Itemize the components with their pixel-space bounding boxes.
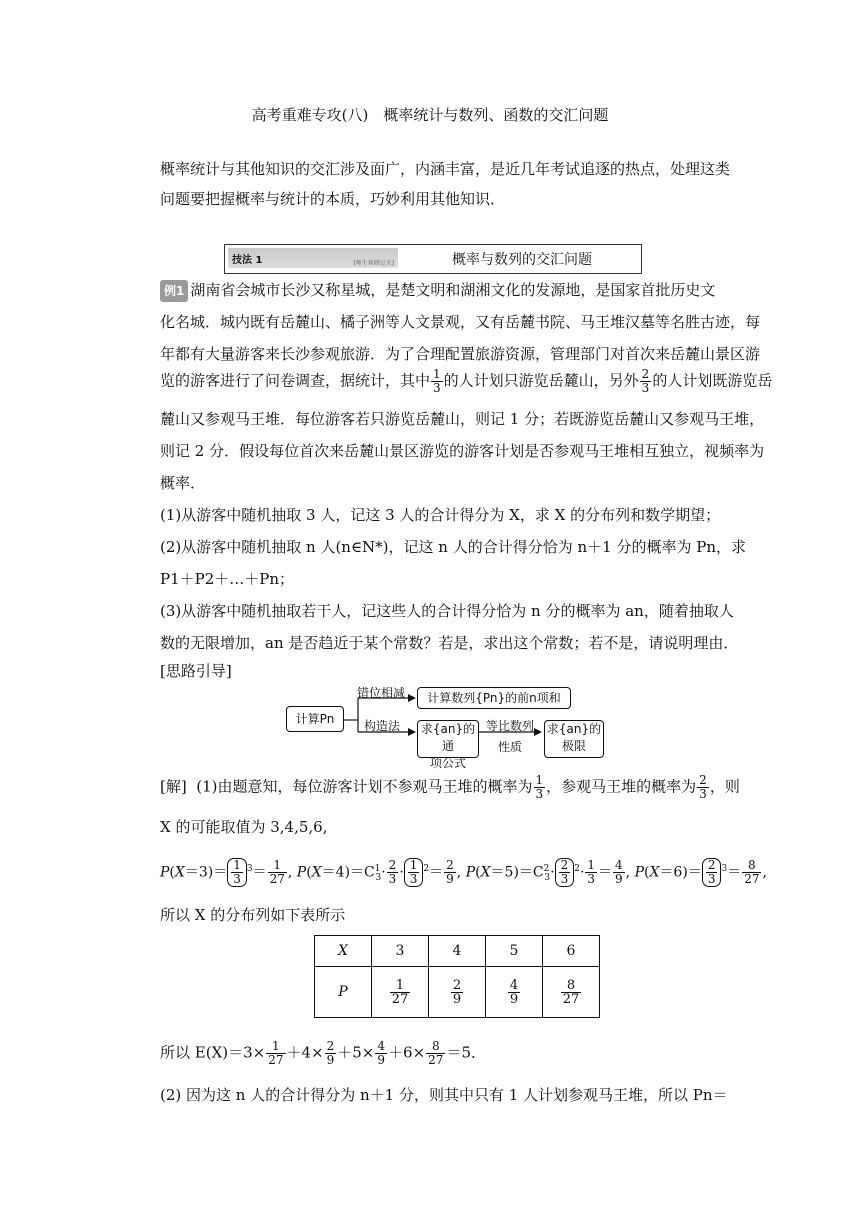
probability-formulas: P(X＝3)＝ $\frac{1}{3}$ $^3$＝ $\frac{1}{27}$ , $P(X=4)=C^1_3\cdot$ $\frac{2}{3}$ · $\frac{1}{3}$ $^2$＝ $\frac{2}{9}$ , $P(X=5)=C^2_3\cdot$ $\frac{2}{3}$ $^2$· $\frac{1}{3}$ ＝ $\frac{4}{9}$ , P(X＝6)＝ $\frac{2}{3}$ $^3$＝ $\frac{8}{27}$ , [160, 858, 767, 887]
question-2b: P1＋P2＋…＋Pn； [160, 570, 295, 588]
flow-lower-label: 构造法 [363, 719, 400, 733]
solution-text-1b: ，参观马王堆的概率为 [546, 777, 697, 796]
example-line-5: 麓山又参观马王堆．每位游客若只游览岳麓山，则记 1 分；若既游览岳麓山又参观马王堆， [160, 410, 765, 428]
fraction-two-thirds-b: $\frac{2}{3}$ [699, 773, 707, 801]
section-tag-note: [师生共研过关] [353, 260, 394, 267]
question-3a: (3)从游客中随机抽取若干人，记这些人的合计得分恰为 n 分的概率为 an，随着抽取人 [160, 602, 734, 620]
flow-upper-box: 计算数列{Pn}的前n项和 [417, 687, 571, 709]
example-text-4b: 的人计划只游览岳麓山，另外 [443, 371, 639, 390]
table-cell: $\frac{1}{27}$ [372, 967, 429, 1018]
flow-mid-label-1: 等比数列 [485, 719, 534, 733]
example-text-4a: 览的游客进行了问卷调查，据统计，其中 [160, 371, 431, 390]
question-1: (1)从游客中随机抽取 3 人，记这 3 人的合计得分为 X，求 X 的分布列和数学期望； [160, 506, 721, 524]
solution-line-2: X 的可能取值为 3,4,5,6, [160, 818, 328, 836]
table-cell: 3 [372, 936, 429, 967]
example-text-4c: 的人计划既游览岳 [652, 371, 773, 390]
flow-mid-label-2: 性质 [497, 740, 522, 754]
section-tag [228, 248, 398, 268]
table-cell: P [315, 967, 372, 1018]
solution-part-2: (2) 因为这 n 人的合计得分为 n＋1 分，则其中只有 1 人计划参观马王堆，所以 Pn＝ [160, 1086, 728, 1104]
table-cell: 5 [486, 936, 543, 967]
solution-tag: [解] [160, 777, 187, 796]
flow-upper-label: 错位相减 [356, 686, 405, 700]
fraction-one-third: $\frac{1}{3}$ [433, 367, 441, 395]
distribution-table [314, 935, 600, 1018]
flow-diagram [286, 684, 606, 770]
solution-text-1a: (1)由题意知，每位游客计划不参观马王堆的概率为 [196, 777, 533, 796]
table-cell: $\frac{4}{9}$ [486, 967, 543, 1018]
section-header [224, 244, 642, 274]
question-2a: (2)从游客中随机抽取 n 人(n∈N*)，记这 n 人的合计得分恰为 n＋1 分的概率为 Pn，求 [160, 538, 746, 556]
section-title: 概率与数列的交汇问题 [452, 252, 592, 268]
example-line-3: 年都有大量游客来长沙参观旅游．为了合理配置旅游资源，管理部门对首次来岳麓山景区游 [160, 345, 761, 363]
table-cell: 4 [429, 936, 486, 967]
thinking-guide-label: [思路引导] [160, 662, 232, 680]
table-header-row [315, 936, 600, 967]
intro-line-1: 概率统计与其他知识的交汇涉及面广，内涵丰富，是近几年考试追逐的热点，处理这类 [160, 160, 731, 178]
page-title: 高考重难专攻(八) 概率统计与数列、函数的交汇问题 [251, 106, 609, 124]
table-cell: $\frac{2}{9}$ [429, 967, 486, 1018]
solution-line-1 [160, 774, 740, 801]
example-line-4 [160, 368, 772, 395]
example-line-1 [160, 279, 715, 302]
example-line-7: 概率． [160, 474, 206, 492]
table-intro: 所以 X 的分布列如下表所示 [160, 906, 346, 924]
flow-start-box: 计算Pn [286, 706, 344, 732]
fraction-two-thirds: $\frac{2}{3}$ [641, 367, 650, 395]
table-cell: $\frac{8}{27}$ [543, 967, 600, 1018]
question-3b: 数的无限增加，an 是否趋近于某个常数？若是，求出这个常数；若不是，请说明理由． [160, 634, 739, 652]
table-cell: X [315, 936, 372, 967]
solution-text-1c: ，则 [709, 777, 740, 796]
example-line-2: 化名城．城内既有岳麓山、橘子洲等人文景观，又有岳麓书院、马王堆汉墓等名胜古迹，每 [160, 313, 761, 331]
table-cell: 6 [543, 936, 600, 967]
section-tag-label: 技法 1 [232, 255, 263, 266]
example-badge: 例1 [160, 280, 188, 302]
table-row [315, 967, 600, 1018]
example-text-1: 湖南省会城市长沙又称星城，是楚文明和湖湘文化的发源地，是国家首批历史文 [190, 281, 716, 299]
intro-line-2: 问题要把握概率与统计的本质，巧妙利用其他知识． [160, 190, 506, 208]
example-line-6: 则记 2 分．假设每位首次来岳麓山景区游览的游客计划是否参观马王堆相互独立，视频率为 [160, 442, 765, 460]
flow-box-general-term: 求{an}的通 项公式 [417, 720, 479, 758]
expectation-formula: 所以 E(X)＝3× $\frac{1}{27}$ ＋4× $\frac{2}{9}$ ＋5× $\frac{4}{9}$ ＋6× $\frac{8}{27}$ ＝5． [160, 1039, 486, 1067]
fraction-one-third-b: $\frac{1}{3}$ [535, 773, 544, 801]
flow-box-limit: 求{an}的 极限 [544, 720, 604, 758]
